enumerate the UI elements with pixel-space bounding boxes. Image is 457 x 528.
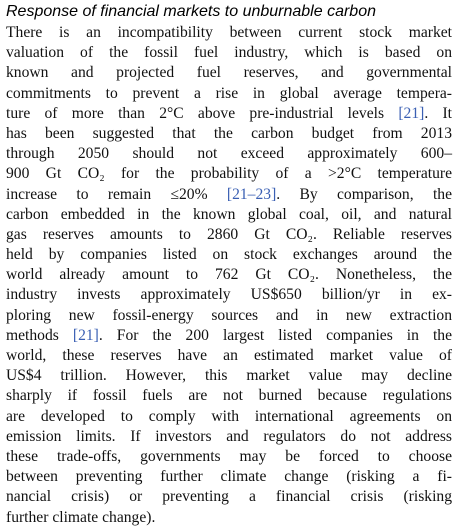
text-segment: world, these reserves have an estimated market value of bbox=[6, 347, 452, 364]
paragraph-line bbox=[6, 326, 452, 346]
text-segment: methods bbox=[6, 326, 73, 344]
paragraph-line bbox=[6, 84, 452, 104]
text-segment: ture of more than 2°C above pre-industrial levels bbox=[6, 104, 399, 122]
text-segment: valuation of the fossil fuel industry, which is based on bbox=[6, 44, 452, 62]
text-segment: further climate change). bbox=[6, 508, 156, 526]
text-segment: . By comparison, the bbox=[276, 185, 452, 203]
paragraph-line bbox=[6, 104, 452, 124]
text-segment: 900 Gt CO₂ for the probability of a >2°C temperature bbox=[6, 165, 452, 183]
paragraph-line bbox=[6, 245, 452, 265]
text-segment: world already amount to 762 Gt CO₂. Nonetheless, the bbox=[6, 266, 452, 284]
paragraph-line bbox=[6, 265, 452, 285]
paragraph-line bbox=[6, 205, 452, 225]
citation-link[interactable]: [21] bbox=[398, 104, 425, 122]
paragraph-line bbox=[6, 447, 452, 467]
text-segment: gas reserves amounts to 2860 Gt CO₂. Reliable reserves bbox=[6, 225, 452, 243]
text-segment: known and projected fuel reserves, and governmental bbox=[6, 64, 452, 82]
text-segment: these trade-offs, governments may be forced to choose bbox=[6, 447, 452, 465]
paragraph-line bbox=[6, 63, 452, 83]
section-heading: Response of financial markets to unburnable carbon bbox=[6, 3, 376, 20]
paragraph-line bbox=[6, 427, 452, 447]
paragraph-line bbox=[6, 346, 452, 366]
text-segment: has been suggested that the carbon budget from 2013 bbox=[6, 124, 452, 142]
paragraph-line bbox=[6, 43, 452, 63]
paragraph-line bbox=[6, 306, 452, 326]
text-segment: carbon embedded in the known global coal, oil, and natural bbox=[6, 205, 452, 223]
text-segment: increase to remain ≤20% bbox=[6, 185, 227, 203]
paragraph-line bbox=[6, 225, 452, 245]
paragraph-line bbox=[6, 23, 452, 43]
paragraph-line bbox=[6, 285, 452, 305]
citation-link[interactable]: [21–23] bbox=[226, 185, 277, 203]
paragraph-line bbox=[6, 144, 452, 164]
text-segment: nancial crisis) or preventing a financial crisis (risking bbox=[6, 488, 452, 506]
text-segment: through 2050 should not exceed approximately 600– bbox=[6, 145, 452, 163]
paragraph-line bbox=[6, 185, 452, 205]
paragraph-line bbox=[6, 487, 452, 507]
citation-link[interactable]: [21] bbox=[72, 326, 99, 344]
text-segment: emission limits. If investors and regulators do not address bbox=[6, 427, 452, 445]
text-segment: between preventing further climate change (risking a fi- bbox=[6, 468, 452, 486]
paragraph-line bbox=[6, 124, 452, 144]
text-segment: There is an incompatibility between current stock market bbox=[6, 24, 452, 41]
paragraph-line bbox=[6, 164, 452, 184]
text-segment: . For the 200 largest listed companies in the bbox=[98, 326, 452, 344]
text-segment: industry invests approximately US$650 billion/yr in ex- bbox=[6, 286, 452, 304]
text-segment: held by companies listed on stock exchanges around the bbox=[6, 246, 452, 264]
text-segment: . It bbox=[424, 104, 453, 122]
paper-page bbox=[6, 0, 452, 528]
paragraph-line bbox=[6, 508, 452, 528]
body-paragraph bbox=[6, 23, 452, 528]
text-segment: sharply if fossil fuels are not burned because regulations bbox=[6, 387, 452, 405]
text-segment: are developed to comply with international agreements on bbox=[6, 407, 452, 425]
text-segment: US$4 trillion. However, this market value may decline bbox=[6, 367, 452, 385]
paragraph-line bbox=[6, 467, 452, 487]
text-segment: commitments to prevent a rise in global average tempera- bbox=[6, 84, 452, 102]
paragraph-line bbox=[6, 407, 452, 427]
paragraph-line bbox=[6, 366, 452, 386]
paragraph-line bbox=[6, 386, 452, 406]
text-segment: ploring new fossil-energy sources and in new extraction bbox=[6, 306, 452, 324]
